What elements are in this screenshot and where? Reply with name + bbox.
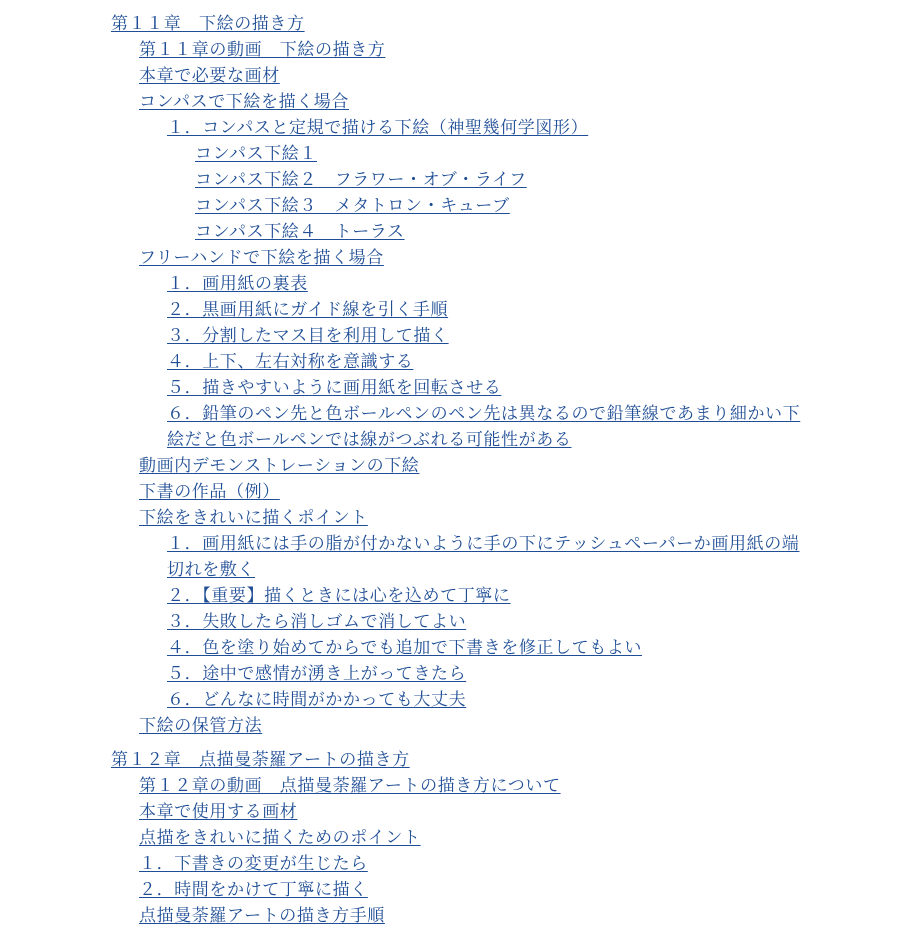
toc-link-level-2[interactable]: ２．黒画用紙にガイド線を引く手順	[167, 300, 449, 320]
toc-link-level-2[interactable]: ６．鉛筆のペン先と色ボールペンのペン先は異なるので鉛筆線であまり細かい下絵だと色ボールペンでは線がつぶれる可能性がある	[167, 404, 801, 450]
toc-link-level-1[interactable]: 下絵をきれいに描くポイント	[139, 508, 368, 528]
toc-link-level-1[interactable]: 下書の作品（例）	[139, 482, 280, 502]
toc-link-level-1[interactable]: 動画内デモンストレーションの下絵	[139, 456, 420, 476]
chapter-spacer	[0, 739, 920, 747]
toc-link-level-2[interactable]: １．画用紙の裏表	[167, 274, 308, 294]
toc-link-level-2[interactable]: ３．分割したマス目を利用して描く	[167, 326, 449, 346]
chapter-link[interactable]: 第１１章 下絵の描き方	[111, 14, 305, 34]
toc-link-level-3[interactable]: コンパス下絵４ トーラス	[195, 222, 405, 242]
toc-link-level-2[interactable]: ４．上下、左右対称を意識する	[167, 352, 414, 372]
toc-link-level-1[interactable]: 点描をきれいに描くためのポイント	[139, 828, 421, 848]
toc-link-level-2[interactable]: ２．【重要】描くときには心を込めて丁寧に	[167, 586, 511, 606]
chapter-link[interactable]: 第１２章 点描曼荼羅アートの描き方	[111, 750, 410, 770]
toc-link-level-3[interactable]: コンパス下絵１	[195, 144, 318, 164]
toc-link-level-1[interactable]: コンパスで下絵を描く場合	[139, 92, 350, 112]
toc-link-level-2[interactable]: ５．途中で感情が湧き上がってきたら	[167, 664, 467, 684]
toc-link-level-3[interactable]: コンパス下絵２ フラワー・オブ・ライフ	[195, 170, 527, 190]
table-of-contents	[0, 11, 920, 929]
toc-link-level-2[interactable]: ６．どんなに時間がかかっても大丈夫	[167, 690, 467, 710]
toc-link-level-1[interactable]: フリーハンドで下絵を描く場合	[139, 248, 384, 268]
toc-link-level-1[interactable]: １．下書きの変更が生じたら	[139, 854, 368, 874]
toc-link-level-2[interactable]: ４．色を塗り始めてからでも追加で下書きを修正してもよい	[167, 638, 643, 658]
toc-link-level-1[interactable]: 下絵の保管方法	[139, 716, 263, 736]
toc-link-level-2[interactable]: １．コンパスと定規で描ける下絵（神聖幾何学図形）	[167, 118, 589, 138]
toc-link-level-2[interactable]: ３．失敗したら消しゴムで消してよい	[167, 612, 467, 632]
toc-link-level-2[interactable]: ５．描きやすいように画用紙を回転させる	[167, 378, 502, 398]
toc-link-level-2[interactable]: １．画用紙には手の脂が付かないように手の下にテッシュペーパーか画用紙の端切れを敷く	[167, 534, 800, 580]
toc-link-level-1[interactable]: ２．時間をかけて丁寧に描く	[139, 880, 368, 900]
toc-link-level-3[interactable]: コンパス下絵３ メタトロン・キューブ	[195, 196, 510, 216]
toc-link-level-1[interactable]: 第１２章の動画 点描曼荼羅アートの描き方について	[139, 776, 561, 796]
toc-link-level-1[interactable]: 点描曼荼羅アートの描き方手順	[139, 906, 385, 926]
toc-link-level-1[interactable]: 第１１章の動画 下絵の描き方	[139, 40, 386, 60]
toc-link-level-1[interactable]: 本章で使用する画材	[139, 802, 298, 822]
toc-link-level-1[interactable]: 本章で必要な画材	[139, 66, 280, 86]
